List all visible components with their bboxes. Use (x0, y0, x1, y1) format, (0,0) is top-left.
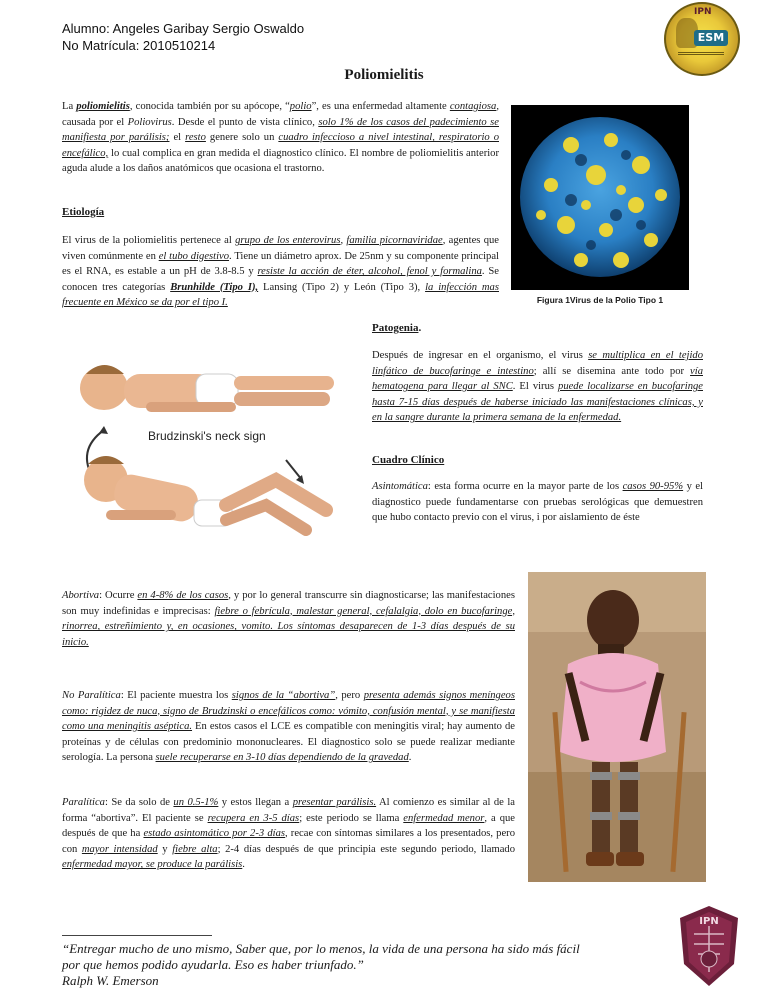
term-abortiva: Abortiva (62, 590, 100, 601)
patogenia-heading-text: Patogenia (372, 322, 419, 334)
term-presentar-paralisis: presentar parálisis. (292, 797, 377, 808)
figure-1-caption: Figura 1Virus de la Polio Tipo 1 (536, 295, 664, 305)
polio-child-image (528, 572, 706, 882)
term-signos-abortiva: signos de la “abortiva” (231, 690, 336, 701)
esm-logo-ipn-text: IPN (694, 7, 712, 17)
intro-text-4: , causada por el (62, 101, 499, 128)
term-estado-asintomatico: estado asintomático por 2-3 días (143, 828, 285, 840)
ipn-logo-text: IPN (699, 916, 719, 927)
term-brunhilde: Brunhilde (Tipo I), (170, 281, 259, 293)
etiologia-text-4: . Tiene un diámetro aprox. De 25nm y su componente principal es el RNA, es estable a un pH de 3.8-8.5 y (62, 250, 499, 278)
intro-text-7: genere solo un (205, 132, 279, 144)
esm-logo (664, 2, 740, 76)
ipn-logo-icon (676, 904, 742, 988)
paralitica-text-3: Al comienzo es similar al de la forma “abortiva”. El paciente se (62, 797, 515, 824)
abortiva-text-2: , y por lo general transcurre sin diagnosticarse; las manifestaciones son muy indefinidas e imprecisas: (62, 590, 515, 617)
student-id: No Matrícula: 2010510214 (62, 38, 216, 53)
term-4-8-casos: en 4-8% de los casos (137, 590, 229, 601)
quote-author: Ralph W. Emerson (62, 973, 159, 988)
term-suele-recuperarse: suele recuperarse en 3-10 días dependiendo de la gravedad (155, 752, 409, 764)
term-via-hematogena: vía hematogena para llegar al SNC (372, 365, 703, 393)
asint-text-2: y el diagnostico puede fundamentarse con pruebas serológicas que demuestren que hubo contacto previo con el virus, i por aislamiento de éste (372, 481, 703, 524)
etiologia-text-1: El virus de la poliomielitis pertenece al (62, 235, 236, 246)
asintomatica-paragraph (372, 479, 703, 526)
intro-text-3: ”, es una enfermedad altamente (311, 101, 450, 112)
intro-text-6: el (169, 132, 186, 144)
term-fiebre-febricula: fiebre o febrícula, malestar general, cefalalgia, dolo en bucofaringe, rinorrea, estreñimiento y, en ocasiones, vomito. Los síntomas desaparecen de 1-3 días después de su inicio. (62, 605, 515, 648)
etiologia-text-3: , agentes que viven comúnmente en (62, 235, 499, 262)
term-signos-meningeos: presenta además signos meníngeos como: rigidez de nuca, signo de Brudzinski o encefálicos como: vómito, confusión mental, y se manifiesta como una meningitis aséptica. (62, 690, 515, 733)
quote-line-2: por que hemos podido ayudarla. Eso es haber triunfado.” (62, 957, 364, 972)
student-name: Alumno: Angeles Garibay Sergio Oswaldo (62, 21, 305, 36)
term-recupera-3-5: recupera en 3-5 días (207, 812, 300, 824)
paralitica-paragraph (62, 795, 515, 873)
term-enfermedad-mayor: enfermedad mayor, se produce la parálisis (62, 859, 243, 871)
term-picornaviridae: familia picornaviridae (346, 235, 443, 246)
child-crutches-icon (528, 572, 706, 882)
term-solo-1: solo 1% de los casos del padecimiento se manifiesta por parálisis; (62, 116, 499, 144)
term-cuadro-infeccioso: cuadro infeccioso a nivel intestinal, respiratorio o encefálico, (62, 132, 499, 159)
term-infeccion-mexico: la infección mas frecuente en México se da por el tipo I. (62, 281, 499, 309)
etiologia-paragraph (62, 233, 499, 311)
term-contagiosa: contagiosa (449, 101, 497, 112)
term-fiebre-alta: fiebre alta (172, 843, 218, 855)
term-casos-90-95: casos 90-95% (622, 481, 684, 492)
footer-divider (62, 935, 212, 936)
patogenia-heading-dot: . (418, 322, 422, 334)
paralitica-text-7: y (157, 843, 173, 855)
term-resto: resto (185, 132, 206, 144)
cuadro-clinico-heading: Cuadro Clínico (372, 454, 445, 466)
paralitica-text-2: y estos llegan a (218, 797, 293, 808)
term-no-paralitica: No Paralítica (62, 690, 121, 701)
no-paralitica-text-2: , pero (335, 690, 364, 701)
etiologia-heading: Etiología (62, 206, 105, 218)
abortiva-text-1: : Ocurre (99, 590, 138, 601)
no-paralitica-text-3: En estos casos el LCE es compatible con meningitis viral; hay aumento de proteínas y de células con predominio mononucleares. El diagnostico solo se puede realizar mediante serología. La persona (62, 721, 516, 764)
intro-text-2: , conocida también por su apócope, “ (129, 101, 290, 112)
paralitica-text-6: , recae con síntomas similares a los presentados, pero con (62, 828, 515, 855)
quote-line-1: “Entregar mucho de uno mismo, Saber que, por lo menos, la vida de una persona ha sido más fácil (62, 941, 580, 956)
etiologia-text-6: Lansing (Tipo 2) y León (Tipo 3), (258, 281, 426, 293)
ipn-logo (676, 904, 742, 988)
no-paralitica-paragraph (62, 688, 515, 766)
term-enterovirus: grupo de los enterovirus (235, 235, 341, 246)
paralitica-text-1: : Se da solo de (104, 797, 174, 808)
intro-text-5: . Desde el punto de vista clínico, (171, 116, 319, 128)
term-mayor-intensidad: mayor intensidad (81, 843, 158, 855)
term-resiste: resiste la acción de éter, alcohol, fenol y formalina (257, 266, 482, 278)
page-title: Poliomielitis (344, 67, 424, 83)
intro-text-1: La (62, 101, 77, 112)
etiologia-text-2: , (340, 235, 347, 246)
patogenia-text-1: Después de ingresar en el organismo, el virus (372, 350, 589, 361)
paralitica-text-9: . (242, 859, 245, 871)
term-enfermedad-menor: enfermedad menor (403, 812, 485, 824)
esm-logo-box: ESM (694, 30, 728, 46)
brudzinski-image (66, 330, 352, 548)
term-asintomatica: Asintomática (372, 481, 428, 492)
term-paralitica: Paralítica (62, 797, 105, 808)
patogenia-text-3: . El virus (512, 381, 559, 393)
etiologia-text-5: . Se conocen tres categorías (62, 266, 499, 293)
no-paralitica-text-1: : El paciente muestra los (120, 690, 232, 701)
term-0-5-1: un 0.5-1% (173, 797, 219, 808)
abortiva-paragraph (62, 588, 515, 650)
patogenia-paragraph (372, 348, 703, 426)
paralitica-text-4: ; este periodo se llama (299, 812, 404, 824)
no-paralitica-text-4: . (408, 752, 412, 764)
intro-text-8: lo cual complica en gran medida el diagnostico clínico. El nombre de poliomielitis anterior aguda alude a los daños anatómicos que ocasiona el trastorno. (62, 147, 499, 175)
term-poliomielitis: poliomielitis (76, 101, 130, 112)
esm-logo-wave-icon (678, 52, 724, 65)
term-tubo-digestivo: el tubo digestivo (158, 250, 230, 262)
term-puede-localizarse: puede localizarse en bucofaringe hasta 7-15 días después de haberse iniciado las manifestaciones clínicas, y en la sangre durante la primera semana de la enfermedad. (372, 381, 703, 424)
baby-illustration-icon (66, 330, 352, 548)
term-multiplica: se multiplica en el tejido linfático de bucofaringe e intestino (372, 350, 703, 377)
patogenia-heading (372, 322, 421, 334)
paralitica-text-5: , a que después de que ha (62, 812, 516, 840)
term-polio: polio (289, 101, 312, 112)
term-poliovirus: Poliovirus (127, 116, 172, 128)
polio-virus-image (511, 105, 689, 290)
intro-paragraph (62, 99, 499, 177)
asint-text-1: : esta forma ocurre en la mayor parte de los (427, 481, 623, 492)
brudzinski-label: Brudzinski's neck sign (148, 429, 266, 443)
virus-illustration-icon (511, 105, 689, 290)
paralitica-text-8: ; 2-4 días después de que principia este segundo periodo, llamado (217, 843, 516, 855)
patogenia-text-2: ; allí se disemina ante todo por (533, 365, 691, 377)
